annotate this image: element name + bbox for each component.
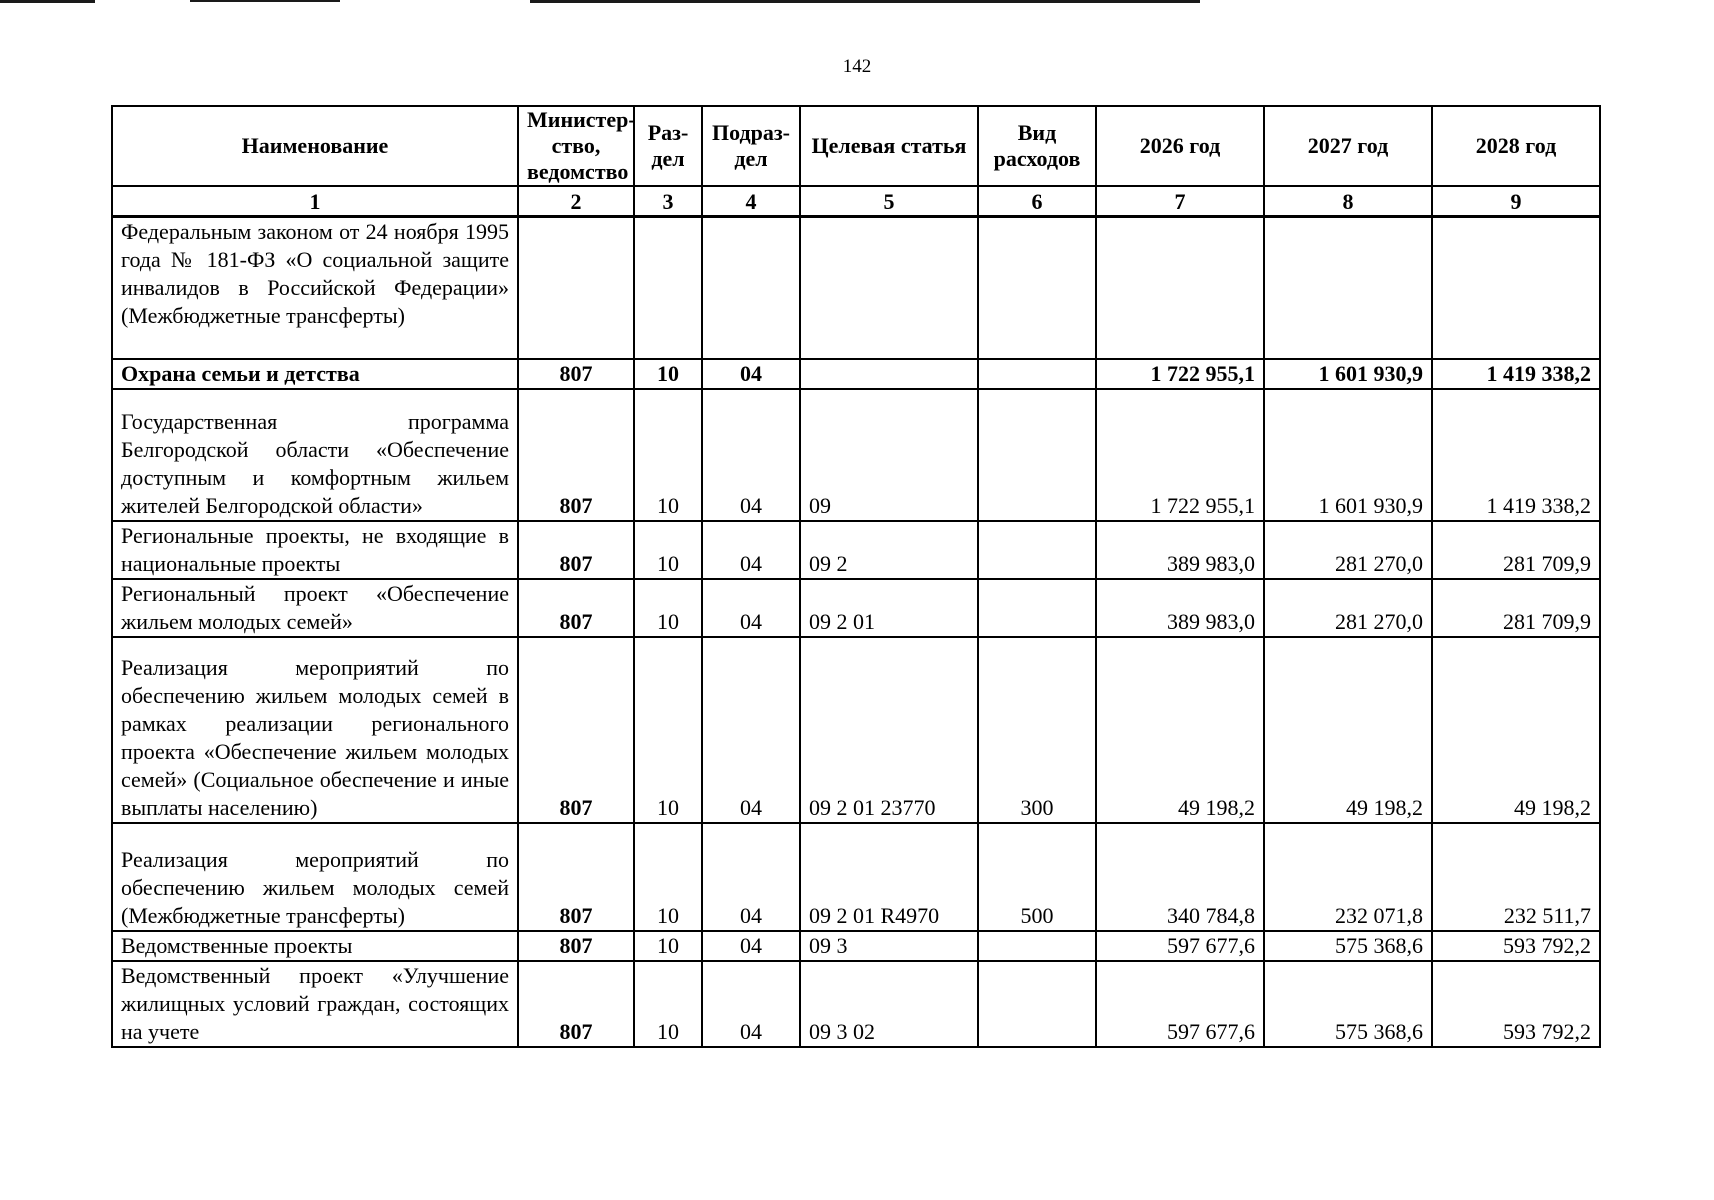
row-section bbox=[634, 217, 702, 360]
row-subsection: 04 bbox=[702, 931, 800, 961]
row-target: 09 2 bbox=[800, 521, 978, 579]
column-number: 5 bbox=[800, 186, 978, 217]
row-amount-2026: 597 677,6 bbox=[1096, 931, 1264, 961]
row-amount-2027: 232 071,8 bbox=[1264, 823, 1432, 931]
row-target: 09 bbox=[800, 389, 978, 521]
row-amount-2028: 49 198,2 bbox=[1432, 637, 1600, 823]
row-section: 10 bbox=[634, 579, 702, 637]
row-target bbox=[800, 217, 978, 360]
budget-table-body bbox=[112, 217, 1600, 1048]
row-amount-2027: 281 270,0 bbox=[1264, 579, 1432, 637]
row-name: Региональные проекты, не входящие в национальные проекты bbox=[112, 521, 518, 579]
row-target: 09 2 01 R4970 bbox=[800, 823, 978, 931]
row-amount-2026: 597 677,6 bbox=[1096, 961, 1264, 1047]
row-subsection: 04 bbox=[702, 961, 800, 1047]
row-amount-2026: 49 198,2 bbox=[1096, 637, 1264, 823]
row-subsection: 04 bbox=[702, 823, 800, 931]
row-amount-2026: 340 784,8 bbox=[1096, 823, 1264, 931]
row-expense-type bbox=[978, 961, 1096, 1047]
table-row bbox=[112, 637, 1600, 823]
row-subsection: 04 bbox=[702, 521, 800, 579]
row-amount-2026: 1 722 955,1 bbox=[1096, 389, 1264, 521]
row-name: Реализация мероприятий по обеспечению жильем молодых семей (Межбюджетные трансферты) bbox=[112, 823, 518, 931]
table-row bbox=[112, 359, 1600, 389]
col-header-expense-type: Вид расходов bbox=[978, 106, 1096, 186]
table-row bbox=[112, 389, 1600, 521]
row-amount-2026 bbox=[1096, 217, 1264, 360]
row-subsection: 04 bbox=[702, 389, 800, 521]
row-name: Государственная программа Белгородской области «Обеспечение доступным и комфортным жильем жителей Белгородской области» bbox=[112, 389, 518, 521]
row-expense-type bbox=[978, 217, 1096, 360]
row-expense-type bbox=[978, 521, 1096, 579]
row-amount-2028 bbox=[1432, 217, 1600, 360]
row-ministry bbox=[518, 217, 634, 360]
col-header-ministry: Министер-ство, ведомство bbox=[518, 106, 634, 186]
col-header-2028: 2028 год bbox=[1432, 106, 1600, 186]
table-row bbox=[112, 579, 1600, 637]
row-section: 10 bbox=[634, 931, 702, 961]
column-number: 9 bbox=[1432, 186, 1600, 217]
row-ministry: 807 bbox=[518, 521, 634, 579]
scan-artifact-line bbox=[530, 0, 1200, 3]
row-amount-2028: 593 792,2 bbox=[1432, 961, 1600, 1047]
row-section: 10 bbox=[634, 637, 702, 823]
row-amount-2027: 1 601 930,9 bbox=[1264, 389, 1432, 521]
table-row bbox=[112, 217, 1600, 360]
row-ministry: 807 bbox=[518, 823, 634, 931]
row-name: Федеральным законом от 24 ноября 1995 года № 181-ФЗ «О социальной защите инвалидов в Российской Федерации» (Межбюджетные трансферты) bbox=[112, 217, 518, 360]
row-expense-type bbox=[978, 579, 1096, 637]
row-ministry: 807 bbox=[518, 579, 634, 637]
row-ministry: 807 bbox=[518, 389, 634, 521]
row-ministry: 807 bbox=[518, 359, 634, 389]
page-number: 142 bbox=[842, 56, 872, 77]
table-row bbox=[112, 931, 1600, 961]
col-header-subsection: Подраз-дел bbox=[702, 106, 800, 186]
row-target: 09 2 01 23770 bbox=[800, 637, 978, 823]
row-amount-2028: 281 709,9 bbox=[1432, 521, 1600, 579]
col-header-2027: 2027 год bbox=[1264, 106, 1432, 186]
row-ministry: 807 bbox=[518, 637, 634, 823]
row-subsection: 04 bbox=[702, 359, 800, 389]
row-expense-type: 500 bbox=[978, 823, 1096, 931]
row-target: 09 2 01 bbox=[800, 579, 978, 637]
row-expense-type bbox=[978, 359, 1096, 389]
column-number: 4 bbox=[702, 186, 800, 217]
table-row bbox=[112, 521, 1600, 579]
header-row bbox=[112, 106, 1600, 186]
row-amount-2027: 575 368,6 bbox=[1264, 931, 1432, 961]
row-amount-2028: 281 709,9 bbox=[1432, 579, 1600, 637]
row-amount-2027: 575 368,6 bbox=[1264, 961, 1432, 1047]
row-amount-2028: 232 511,7 bbox=[1432, 823, 1600, 931]
scan-artifact-line bbox=[0, 0, 95, 3]
row-name: Ведомственный проект «Улучшение жилищных условий граждан, состоящих на учете bbox=[112, 961, 518, 1047]
budget-table bbox=[111, 105, 1601, 1048]
table-row bbox=[112, 823, 1600, 931]
column-number-row bbox=[112, 186, 1600, 217]
row-section: 10 bbox=[634, 521, 702, 579]
row-name: Ведомственные проекты bbox=[112, 931, 518, 961]
col-header-name: Наименование bbox=[112, 106, 518, 186]
column-number: 2 bbox=[518, 186, 634, 217]
row-amount-2028: 593 792,2 bbox=[1432, 931, 1600, 961]
row-name: Охрана семьи и детства bbox=[112, 359, 518, 389]
row-section: 10 bbox=[634, 823, 702, 931]
row-subsection bbox=[702, 217, 800, 360]
row-name: Региональный проект «Обеспечение жильем молодых семей» bbox=[112, 579, 518, 637]
row-amount-2026: 389 983,0 bbox=[1096, 579, 1264, 637]
row-expense-type: 300 bbox=[978, 637, 1096, 823]
column-number: 7 bbox=[1096, 186, 1264, 217]
row-amount-2027 bbox=[1264, 217, 1432, 360]
row-amount-2028: 1 419 338,2 bbox=[1432, 359, 1600, 389]
row-expense-type bbox=[978, 389, 1096, 521]
column-number: 8 bbox=[1264, 186, 1432, 217]
row-target bbox=[800, 359, 978, 389]
row-section: 10 bbox=[634, 961, 702, 1047]
row-subsection: 04 bbox=[702, 637, 800, 823]
row-section: 10 bbox=[634, 389, 702, 521]
row-ministry: 807 bbox=[518, 961, 634, 1047]
row-subsection: 04 bbox=[702, 579, 800, 637]
row-section: 10 bbox=[634, 359, 702, 389]
row-name: Реализация мероприятий по обеспечению жильем молодых семей в рамках реализации регионального проекта «Обеспечение жильем молодых семей» (Социальное обеспечение и иные выплаты населению) bbox=[112, 637, 518, 823]
col-header-2026: 2026 год bbox=[1096, 106, 1264, 186]
table-row bbox=[112, 961, 1600, 1047]
row-target: 09 3 bbox=[800, 931, 978, 961]
row-target: 09 3 02 bbox=[800, 961, 978, 1047]
row-amount-2027: 281 270,0 bbox=[1264, 521, 1432, 579]
row-amount-2027: 1 601 930,9 bbox=[1264, 359, 1432, 389]
scan-artifact-line bbox=[190, 0, 340, 2]
col-header-target: Целевая статья bbox=[800, 106, 978, 186]
row-ministry: 807 bbox=[518, 931, 634, 961]
column-number: 6 bbox=[978, 186, 1096, 217]
row-amount-2028: 1 419 338,2 bbox=[1432, 389, 1600, 521]
row-amount-2026: 389 983,0 bbox=[1096, 521, 1264, 579]
row-expense-type bbox=[978, 931, 1096, 961]
row-amount-2027: 49 198,2 bbox=[1264, 637, 1432, 823]
column-number: 1 bbox=[112, 186, 518, 217]
column-number: 3 bbox=[634, 186, 702, 217]
row-amount-2026: 1 722 955,1 bbox=[1096, 359, 1264, 389]
col-header-section: Раз-дел bbox=[634, 106, 702, 186]
